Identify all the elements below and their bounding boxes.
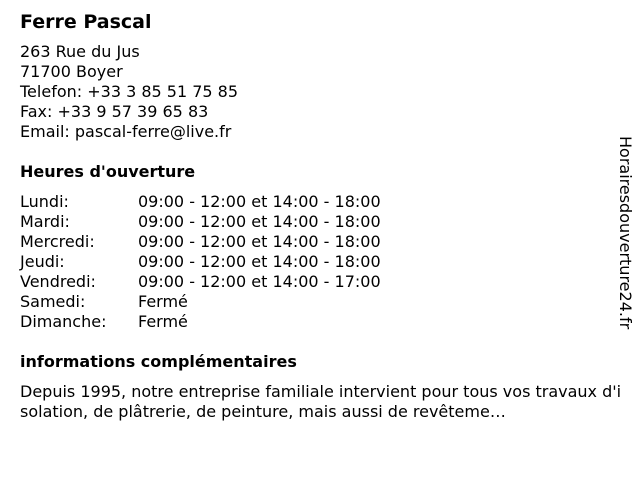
business-name: Ferre Pascal [20,11,152,33]
hours-row-tuesday [20,212,610,232]
day-label: Vendredi: [20,272,96,291]
day-label: Mercredi: [20,232,95,251]
info-description: Depuis 1995, notre entreprise familiale intervient pour tous vos travaux d'isolation, de plâtrerie, de peinture, mais aussi de revêteme… [20,382,622,421]
hours-heading: Heures d'ouverture [20,162,196,181]
brand-watermark: Horairesdouverture24.fr [616,136,635,330]
hours-value: 09:00 - 12:00 et 14:00 - 18:00 [138,212,381,231]
hours-row-sunday [20,312,610,332]
hours-row-wednesday [20,232,610,252]
info-heading: informations complémentaires [20,352,297,371]
hours-row-thursday [20,252,610,272]
hours-row-friday [20,272,610,292]
email-address: Email: pascal-ferre@live.fr [20,122,232,141]
hours-table [20,192,610,332]
street-address: 263 Rue du Jus [20,42,140,61]
hours-value: 09:00 - 12:00 et 14:00 - 18:00 [138,232,381,251]
hours-value: 09:00 - 12:00 et 14:00 - 18:00 [138,192,381,211]
day-label: Mardi: [20,212,70,231]
hours-value: Fermé [138,312,188,331]
hours-value: 09:00 - 12:00 et 14:00 - 18:00 [138,252,381,271]
hours-row-saturday [20,292,610,312]
day-label: Lundi: [20,192,69,211]
day-label: Dimanche: [20,312,107,331]
day-label: Jeudi: [20,252,65,271]
day-label: Samedi: [20,292,86,311]
business-card [20,10,622,422]
fax-number: Fax: +33 9 57 39 65 83 [20,102,209,121]
hours-value: Fermé [138,292,188,311]
city-address: 71700 Boyer [20,62,123,81]
hours-value: 09:00 - 12:00 et 14:00 - 17:00 [138,272,381,291]
phone-number: Telefon: +33 3 85 51 75 85 [20,82,239,101]
hours-row-monday [20,192,610,212]
